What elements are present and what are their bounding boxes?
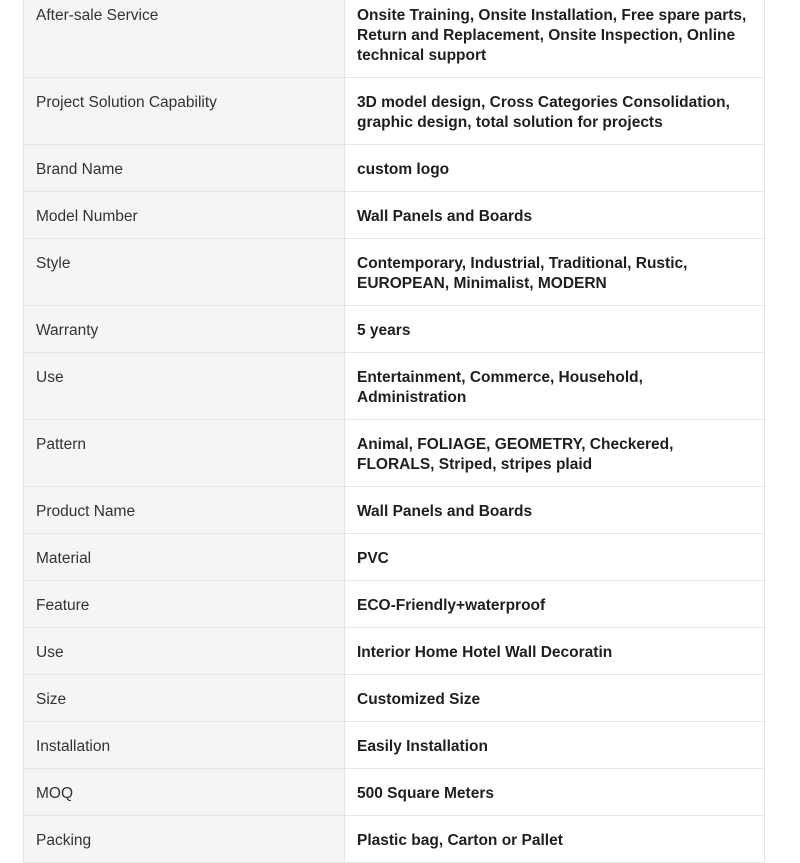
table-row [24, 816, 765, 863]
attribute-name: Size [24, 675, 345, 722]
attribute-value: custom logo [345, 145, 765, 192]
attribute-name: Project Solution Capability [24, 78, 345, 145]
table-row [24, 769, 765, 816]
attribute-name: Style [24, 239, 345, 306]
attribute-value: Animal, FOLIAGE, GEOMETRY, Checkered, FLORALS, Striped, stripes plaid [345, 420, 765, 487]
attribute-value: Plastic bag, Carton or Pallet [345, 816, 765, 863]
product-attributes-table [23, 0, 765, 863]
table-row [24, 306, 765, 353]
table-row [24, 420, 765, 487]
attribute-value: Onsite Training, Onsite Installation, Free spare parts, Return and Replacement, Onsite Inspection, Online technical support [345, 0, 765, 78]
attribute-name: Packing [24, 816, 345, 863]
table-row [24, 722, 765, 769]
table-row [24, 581, 765, 628]
attribute-name: Pattern [24, 420, 345, 487]
attribute-value: 3D model design, Cross Categories Consolidation, graphic design, total solution for projects [345, 78, 765, 145]
attribute-name: Brand Name [24, 145, 345, 192]
table-row [24, 0, 765, 78]
attribute-value: Easily Installation [345, 722, 765, 769]
attribute-name: Feature [24, 581, 345, 628]
attribute-value: ECO-Friendly+waterproof [345, 581, 765, 628]
attribute-value: Customized Size [345, 675, 765, 722]
attribute-value: Entertainment, Commerce, Household, Administration [345, 353, 765, 420]
attribute-name: MOQ [24, 769, 345, 816]
attribute-name: Product Name [24, 487, 345, 534]
attribute-value: Interior Home Hotel Wall Decoratin [345, 628, 765, 675]
table-row [24, 239, 765, 306]
table-row [24, 145, 765, 192]
attribute-value: Wall Panels and Boards [345, 192, 765, 239]
attribute-value: 5 years [345, 306, 765, 353]
table-row [24, 487, 765, 534]
attribute-name: Warranty [24, 306, 345, 353]
attribute-name: After-sale Service [24, 0, 345, 78]
attribute-value: Contemporary, Industrial, Traditional, Rustic, EUROPEAN, Minimalist, MODERN [345, 239, 765, 306]
table-row [24, 675, 765, 722]
attribute-name: Installation [24, 722, 345, 769]
attribute-name: Use [24, 628, 345, 675]
attribute-name: Material [24, 534, 345, 581]
attribute-name: Use [24, 353, 345, 420]
table-row [24, 78, 765, 145]
attribute-value: PVC [345, 534, 765, 581]
attribute-value: Wall Panels and Boards [345, 487, 765, 534]
table-row [24, 353, 765, 420]
table-row [24, 192, 765, 239]
table-row [24, 534, 765, 581]
attribute-name: Model Number [24, 192, 345, 239]
table-row [24, 628, 765, 675]
attribute-value: 500 Square Meters [345, 769, 765, 816]
